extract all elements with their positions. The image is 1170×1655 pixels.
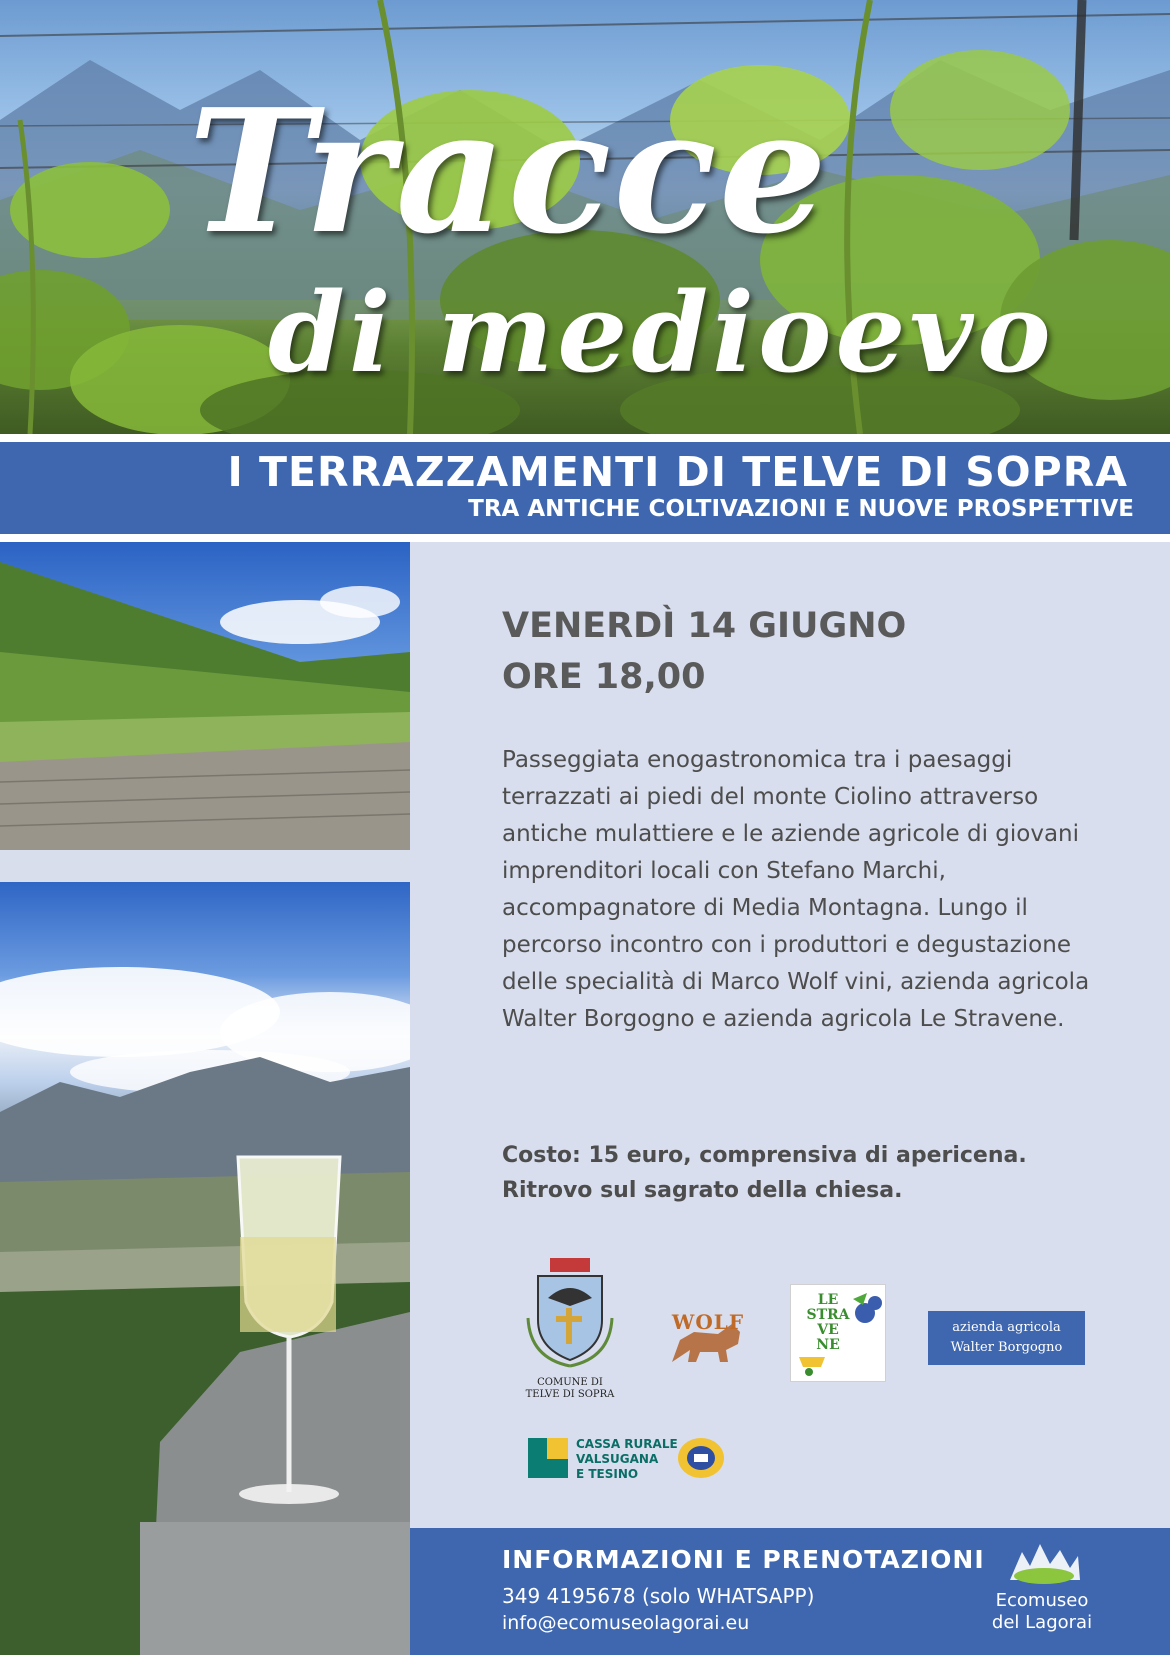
terraces-illustration <box>0 542 410 850</box>
banner-divider-top <box>0 434 1170 442</box>
photo-gap <box>0 850 410 882</box>
walter-logo-line1: azienda agricola <box>952 1320 1061 1335</box>
stravene-line4: NE <box>816 1337 840 1353</box>
comune-caption <box>510 1377 630 1401</box>
info-phone[interactable]: 349 4195678 (solo WHATSAPP) <box>502 1584 815 1608</box>
comune-crest-icon <box>520 1258 620 1368</box>
ecomuseo-logo-text <box>972 1590 1112 1634</box>
comune-caption-line1: COMUNE DI <box>537 1377 603 1388</box>
ecomuseo-logo-icon <box>1004 1540 1084 1586</box>
stravene-line2: STRA <box>806 1307 850 1323</box>
cassa-line1: CASSA RURALE <box>576 1437 678 1451</box>
info-title: INFORMAZIONI E PRENOTAZIONI <box>502 1545 985 1574</box>
stravene-logo-text <box>798 1293 858 1353</box>
comune-caption-line2: TELVE DI SOPRA <box>525 1389 615 1400</box>
meeting-point: Ritrovo sul sagrato della chiesa. <box>502 1178 903 1203</box>
event-title-line1: Tracce <box>188 72 830 272</box>
banner-title: I TERRAZZAMENTI DI TELVE DI SOPRA <box>227 448 1128 496</box>
banner-subtitle: TRA ANTICHE COLTIVAZIONI E NUOVE PROSPETTIVE <box>468 496 1134 522</box>
stravene-line1: LE <box>817 1292 839 1308</box>
prosecco-valley-photo <box>0 882 410 1655</box>
cassa-rurale-icon-accent <box>547 1438 568 1459</box>
event-cost: Costo: 15 euro, comprensiva di apericena. <box>502 1143 1027 1168</box>
eco-line2: del Lagorai <box>991 1612 1093 1633</box>
hero-photo <box>0 0 1170 434</box>
prosecco-illustration <box>0 882 410 1655</box>
eco-line1: Ecomuseo <box>995 1590 1089 1611</box>
event-date: VENERDÌ 14 GIUGNO <box>502 606 907 646</box>
info-email[interactable]: info@ecomuseolagorai.eu <box>502 1612 750 1634</box>
terraces-photo <box>0 542 410 850</box>
cassa-line3: E TESINO <box>576 1467 639 1481</box>
bcc-icon <box>676 1436 726 1480</box>
walter-borgogno-logo <box>928 1311 1085 1365</box>
wheelbarrow-icon <box>795 1351 835 1377</box>
cassa-line2: VALSUGANA <box>576 1452 659 1466</box>
event-time: ORE 18,00 <box>502 657 706 697</box>
banner-divider-bottom <box>0 534 1170 542</box>
wolf-logo-text: WOLF <box>671 1310 745 1334</box>
stravene-line3: VE <box>817 1322 839 1338</box>
cassa-rurale-logo-text <box>576 1437 678 1482</box>
event-description: Passeggiata enogastronomica tra i paesaggi terrazzati ai piedi del monte Ciolino attraverso antiche mulattiere e le aziende agricole di giovani imprenditori locali con Stefano Marchi, accompagnatore di Media Montagna. Lungo il percorso incontro con i produttori e degustazione delle specialità di Marco Wolf vini, azienda agricola Walter Borgogno e azienda agricola Le Stravene. <box>502 747 1090 1032</box>
walter-logo-line2: Walter Borgogno <box>950 1340 1063 1355</box>
event-title-line2: di medioevo <box>268 268 1055 397</box>
